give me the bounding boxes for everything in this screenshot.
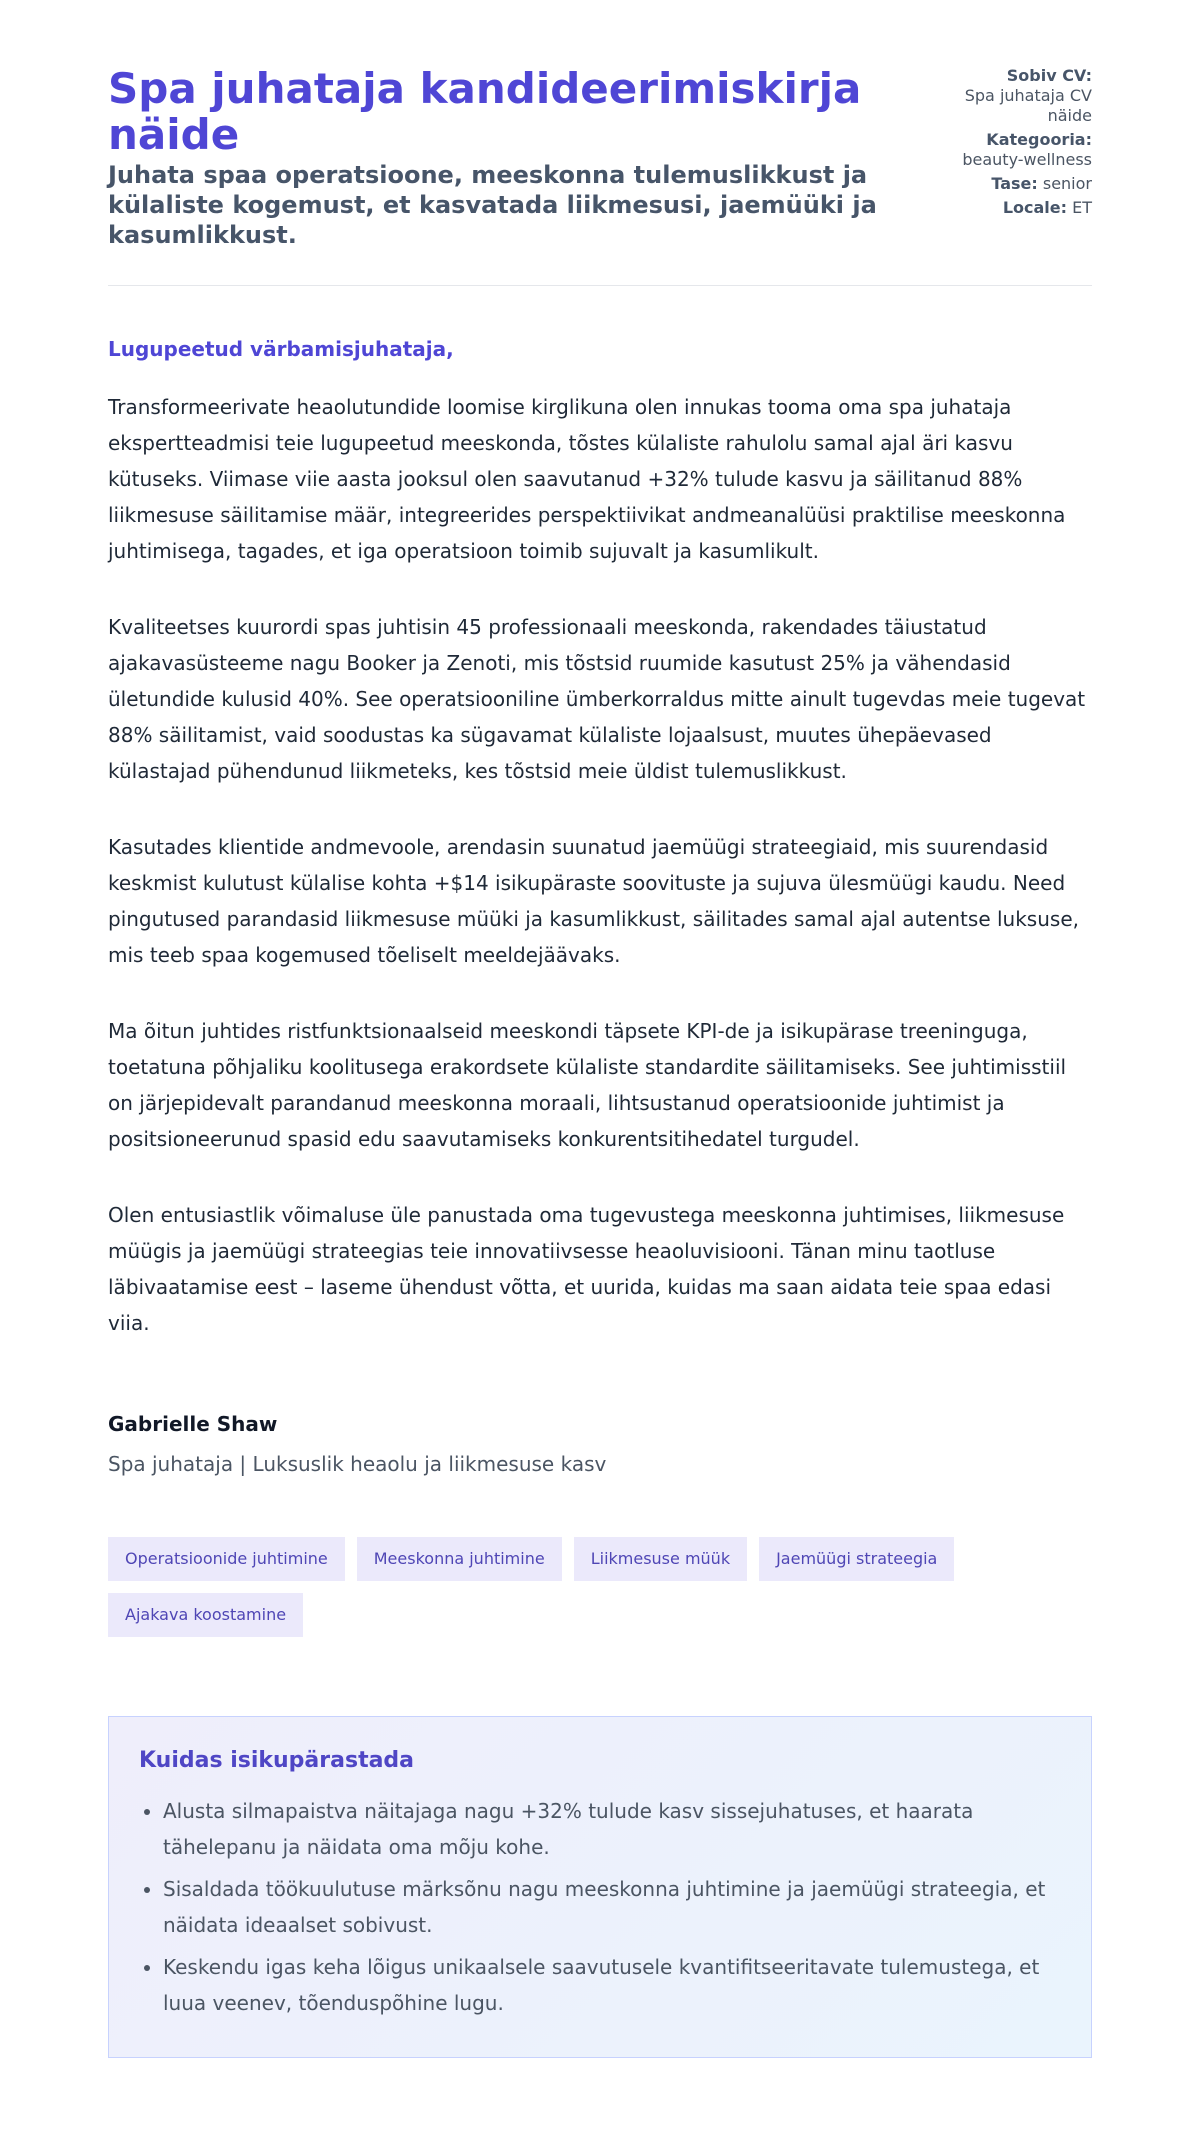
- meta-category-label: Kategooria:: [986, 130, 1092, 149]
- personalization-tips: [108, 1716, 1092, 2058]
- tips-list: [139, 1793, 1061, 2021]
- skill-tag[interactable]: Ajakava koostamine: [108, 1593, 303, 1637]
- signature-role: Spa juhataja | Luksuslik heaolu ja liikmesuse kasv: [108, 1452, 607, 1476]
- letter-paragraph-5: Olen entusiastlik võimaluse üle panustada oma tugevustega meeskonna juhtimises, liikmesuse müügis ja jaemüügi strateegias teie innovatiivsesse heaoluvisiooni. Tänan minu taotluse läbivaatamise eest – laseme ühendust võtta, et uurida, kuidas ma saan aidata teie spaa edasi viia.: [108, 1203, 1065, 1335]
- meta-cv-value[interactable]: Spa juhataja CV näide: [964, 86, 1092, 125]
- header: [108, 66, 1092, 250]
- meta-level-value: senior: [1042, 174, 1092, 193]
- letter-paragraph-1: Transformeerivate heaolutundide loomise kirglikuna olen innukas tooma oma spa juhataja ekspertteadmisi teie lugupeetud meeskonda, tõstes külaliste rahulolu samal ajal äri kasvu kütuseks. Viimase viie aasta jooksul olen saavutanud +32% tulude kasvu ja säilitanud 88% liikmesuse säilitamise määr, integreerides perspektiivikat andmeanalüüsi praktilise meeskonna juhtimisega, tagades, et iga operatsioon toimib sujuvalt ja kasumlikult.: [108, 395, 1066, 563]
- meta-panel: [962, 66, 1092, 222]
- meta-category: [962, 130, 1092, 170]
- tips-item: • Alusta silmapaistva näitajaga nagu +32% tulude kasv sissejuhatuses, et haarata tähelepanu ja näidata oma mõju kohe.: [163, 1793, 1061, 1865]
- meta-locale-label: Locale:: [1002, 198, 1068, 217]
- skill-tag[interactable]: Jaemüügi strateegia: [759, 1537, 954, 1581]
- letter-paragraph-3: Kasutades klientide andmevoole, arendasin suunatud jaemüügi strateegiaid, mis suurendasid keskmist kulutust külalise kohta +$14 isikupäraste soovituste ja sujuva ülesmüügi kaudu. Need pingutused parandasid liikmesuse müüki ja kasumlikkust, säilitades samal ajal autentse luksuse, mis teeb spaa kogemused tõeliselt meeldejäävaks.: [108, 835, 1079, 967]
- tips-title: Kuidas isikupärastada: [139, 1748, 415, 1773]
- signature-name: Gabrielle Shaw: [108, 1412, 278, 1436]
- page-title: Spa juhataja kandideerimiskirja näide: [108, 64, 862, 159]
- meta-locale-value: ET: [1072, 198, 1092, 217]
- header-divider: [108, 285, 1092, 286]
- meta-locale: [962, 198, 1092, 218]
- page-subtitle: Juhata spaa operatsioone, meeskonna tulemuslikkust ja külaliste kogemust, et kasvatada liikmesusi, jaemüüki ja kasumlikkust.: [108, 161, 877, 249]
- meta-cv-label: Sobiv CV:: [1006, 66, 1092, 85]
- letter-paragraph-2: Kvaliteetses kuurordi spas juhtisin 45 professionaali meeskonda, rakendades täiustatud ajakavasüsteeme nagu Booker ja Zenoti, mis tõstsid ruumide kasutust 25% ja vähendasid ületundide kulusid 40%. See operatsiooniline ümberkorraldus mitte ainult tugevdas meie tugevat 88% säilitamist, vaid soodustas ka sügavamat külaliste lojaalsust, muutes ühepäevased külastajad pühendunud liikmeteks, kes tõstsid meie üldist tulemuslikkust.: [108, 615, 1086, 783]
- letter-greeting: Lugupeetud värbamisjuhataja,: [108, 337, 454, 361]
- tips-item: • Sisaldada töökuulutuse märksõnu nagu meeskonna juhtimine ja jaemüügi strateegia, et näidata ideaalset sobivust.: [163, 1871, 1061, 1943]
- meta-cv: [962, 66, 1092, 126]
- skill-tag[interactable]: Meeskonna juhtimine: [357, 1537, 562, 1581]
- tips-item: • Keskendu igas keha lõigus unikaalsele saavutusele kvantifitseeritavate tulemustega, et luua veenev, tõenduspõhine lugu.: [163, 1949, 1061, 2021]
- meta-level: [962, 174, 1092, 194]
- skill-tag[interactable]: Liikmesuse müük: [574, 1537, 747, 1581]
- skill-tag[interactable]: Operatsioonide juhtimine: [108, 1537, 345, 1581]
- meta-level-label: Tase:: [991, 174, 1038, 193]
- meta-category-value: beauty-wellness: [962, 150, 1092, 169]
- header-titles: [108, 66, 948, 250]
- letter-paragraph-4: Ma õitun juhtides ristfunktsionaalseid meeskondi täpsete KPI-de ja isikupärase treeninguga, toetatuna põhjaliku koolitusega erakordsete külaliste standardite säilitamiseks. See juhtimisstiil on järjepidevalt parandanud meeskonna moraali, lihtsustanud operatsioonide juhtimist ja positsioneerunud spasid edu saavutamiseks konkurentsitihedatel turgudel.: [108, 1019, 1067, 1151]
- skill-tags: [108, 1537, 1008, 1649]
